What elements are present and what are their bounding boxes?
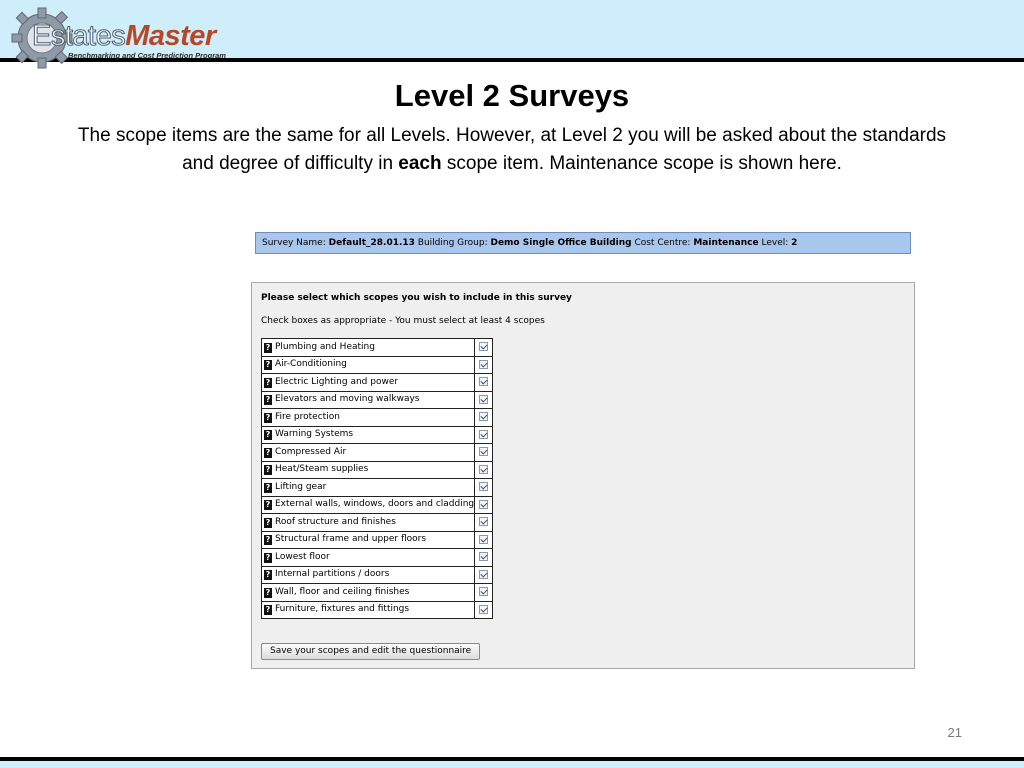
scope-check-cell <box>475 426 493 444</box>
scope-label: Lifting gear <box>275 481 327 492</box>
scope-name-cell <box>262 409 475 427</box>
survey-name-label: Survey Name: <box>262 238 326 248</box>
scope-label: Heat/Steam supplies <box>275 464 369 475</box>
scope-check-cell <box>475 479 493 497</box>
scope-check-cell <box>475 549 493 567</box>
scope-label: Elevators and moving walkways <box>275 394 420 405</box>
help-icon[interactable]: ? <box>265 517 271 527</box>
scope-label: External walls, windows, doors and cladding <box>275 499 475 510</box>
page-subtitle <box>60 122 964 178</box>
scope-checkbox[interactable] <box>479 570 488 579</box>
scope-label: Lowest floor <box>275 551 330 562</box>
help-icon[interactable]: ? <box>265 500 271 510</box>
logo-master-text: Master <box>125 20 216 52</box>
help-icon[interactable]: ? <box>265 465 271 475</box>
scope-check-cell <box>475 391 493 409</box>
table-row <box>262 426 493 444</box>
scope-label: Structural frame and upper floors <box>275 534 427 545</box>
scope-check-cell <box>475 566 493 584</box>
scope-label: Wall, floor and ceiling finishes <box>275 586 410 597</box>
scope-name-cell <box>262 356 475 374</box>
scope-checkbox[interactable] <box>479 447 488 456</box>
scope-label: Furniture, fixtures and fittings <box>275 604 410 615</box>
scope-name-cell <box>262 514 475 532</box>
help-icon[interactable]: ? <box>265 482 271 492</box>
help-icon[interactable]: ? <box>265 587 271 597</box>
table-row <box>262 584 493 602</box>
table-row <box>262 566 493 584</box>
scope-name-cell <box>262 496 475 514</box>
help-icon[interactable]: ? <box>265 552 271 562</box>
scope-checkbox[interactable] <box>479 552 488 561</box>
scope-name-cell <box>262 531 475 549</box>
save-scopes-button[interactable]: Save your scopes and edit the questionnaire <box>261 643 480 660</box>
scope-checkbox[interactable] <box>479 535 488 544</box>
table-row <box>262 374 493 392</box>
estates-master-logo <box>8 2 258 72</box>
scope-check-cell <box>475 584 493 602</box>
page-number: 21 <box>947 725 962 740</box>
table-row <box>262 549 493 567</box>
scope-label: Compressed Air <box>275 446 347 457</box>
scope-checkbox[interactable] <box>479 605 488 614</box>
scope-check-cell <box>475 339 493 357</box>
scope-panel-heading: Please select which scopes you wish to include in this survey <box>261 293 572 303</box>
scope-checkbox[interactable] <box>479 430 488 439</box>
scope-label: Roof structure and finishes <box>275 516 396 527</box>
logo-wordmark <box>32 20 216 53</box>
subtitle-bold-word: each <box>398 153 442 174</box>
scope-name-cell <box>262 601 475 619</box>
table-row <box>262 479 493 497</box>
table-row <box>262 444 493 462</box>
help-icon[interactable]: ? <box>265 605 271 615</box>
scope-label: Electric Lighting and power <box>275 376 399 387</box>
table-row <box>262 531 493 549</box>
survey-name-value: Default_28.01.13 <box>328 238 415 248</box>
scope-name-cell <box>262 584 475 602</box>
logo-tagline: Benchmarking and Cost Prediction Program <box>68 51 226 60</box>
help-icon[interactable]: ? <box>265 412 271 422</box>
scope-label: Fire protection <box>275 411 340 422</box>
scope-checkbox[interactable] <box>479 395 488 404</box>
table-row <box>262 496 493 514</box>
scope-selection-panel <box>251 282 915 669</box>
scope-checkbox[interactable] <box>479 412 488 421</box>
scope-check-cell <box>475 444 493 462</box>
scope-checkbox[interactable] <box>479 377 488 386</box>
help-icon[interactable]: ? <box>265 377 271 387</box>
scope-checkbox[interactable] <box>479 517 488 526</box>
table-row <box>262 339 493 357</box>
help-icon[interactable]: ? <box>265 395 271 405</box>
help-icon[interactable]: ? <box>265 430 271 440</box>
scope-checkbox[interactable] <box>479 360 488 369</box>
scope-check-cell <box>475 531 493 549</box>
subtitle-text-1: The scope items are the same for all Levels. However, at Level 2 you will be asked about the standards and degree of difficulty in <box>77 125 947 174</box>
logo-estates-text: Estates <box>32 20 126 52</box>
table-row <box>262 601 493 619</box>
scope-name-cell <box>262 461 475 479</box>
scope-check-cell <box>475 601 493 619</box>
scope-label: Plumbing and Heating <box>275 341 375 352</box>
scope-label: Internal partitions / doors <box>275 569 390 580</box>
table-row <box>262 461 493 479</box>
scope-name-cell <box>262 444 475 462</box>
scope-label: Warning Systems <box>275 429 354 440</box>
page-title: Level 2 Surveys <box>394 78 630 113</box>
scope-name-cell <box>262 391 475 409</box>
help-icon[interactable]: ? <box>265 570 271 580</box>
level-value: 2 <box>791 238 798 248</box>
table-row <box>262 514 493 532</box>
scope-name-cell <box>262 426 475 444</box>
scope-check-cell <box>475 356 493 374</box>
table-row <box>262 409 493 427</box>
scope-check-cell <box>475 496 493 514</box>
scope-name-cell <box>262 479 475 497</box>
scope-check-cell <box>475 374 493 392</box>
level-label: Level: <box>761 238 789 248</box>
scope-table <box>261 338 493 619</box>
scope-check-cell <box>475 461 493 479</box>
scope-checkbox[interactable] <box>479 482 488 491</box>
survey-info-bar <box>255 232 911 254</box>
subtitle-text-2: scope item. Maintenance scope is shown here. <box>441 153 842 174</box>
table-row <box>262 391 493 409</box>
scope-name-cell <box>262 549 475 567</box>
cost-centre-value: Maintenance <box>693 238 759 248</box>
building-group-label: Building Group: <box>417 238 488 248</box>
scope-panel-instruction: Check boxes as appropriate - You must select at least 4 scopes <box>261 316 545 326</box>
scope-checkbox[interactable] <box>479 500 488 509</box>
scope-check-cell <box>475 409 493 427</box>
cost-centre-label: Cost Centre: <box>634 238 691 248</box>
scope-name-cell <box>262 566 475 584</box>
scope-name-cell <box>262 374 475 392</box>
footer-band <box>0 761 1024 768</box>
help-icon[interactable]: ? <box>265 342 271 352</box>
scope-check-cell <box>475 514 493 532</box>
scope-checkbox[interactable] <box>479 465 488 474</box>
help-icon[interactable]: ? <box>265 535 271 545</box>
help-icon[interactable]: ? <box>265 360 271 370</box>
scope-name-cell <box>262 339 475 357</box>
scope-checkbox[interactable] <box>479 587 488 596</box>
building-group-value: Demo Single Office Building <box>490 238 632 248</box>
scope-checkbox[interactable] <box>479 342 488 351</box>
help-icon[interactable]: ? <box>265 447 271 457</box>
scope-label: Air-Conditioning <box>275 359 347 370</box>
table-row <box>262 356 493 374</box>
